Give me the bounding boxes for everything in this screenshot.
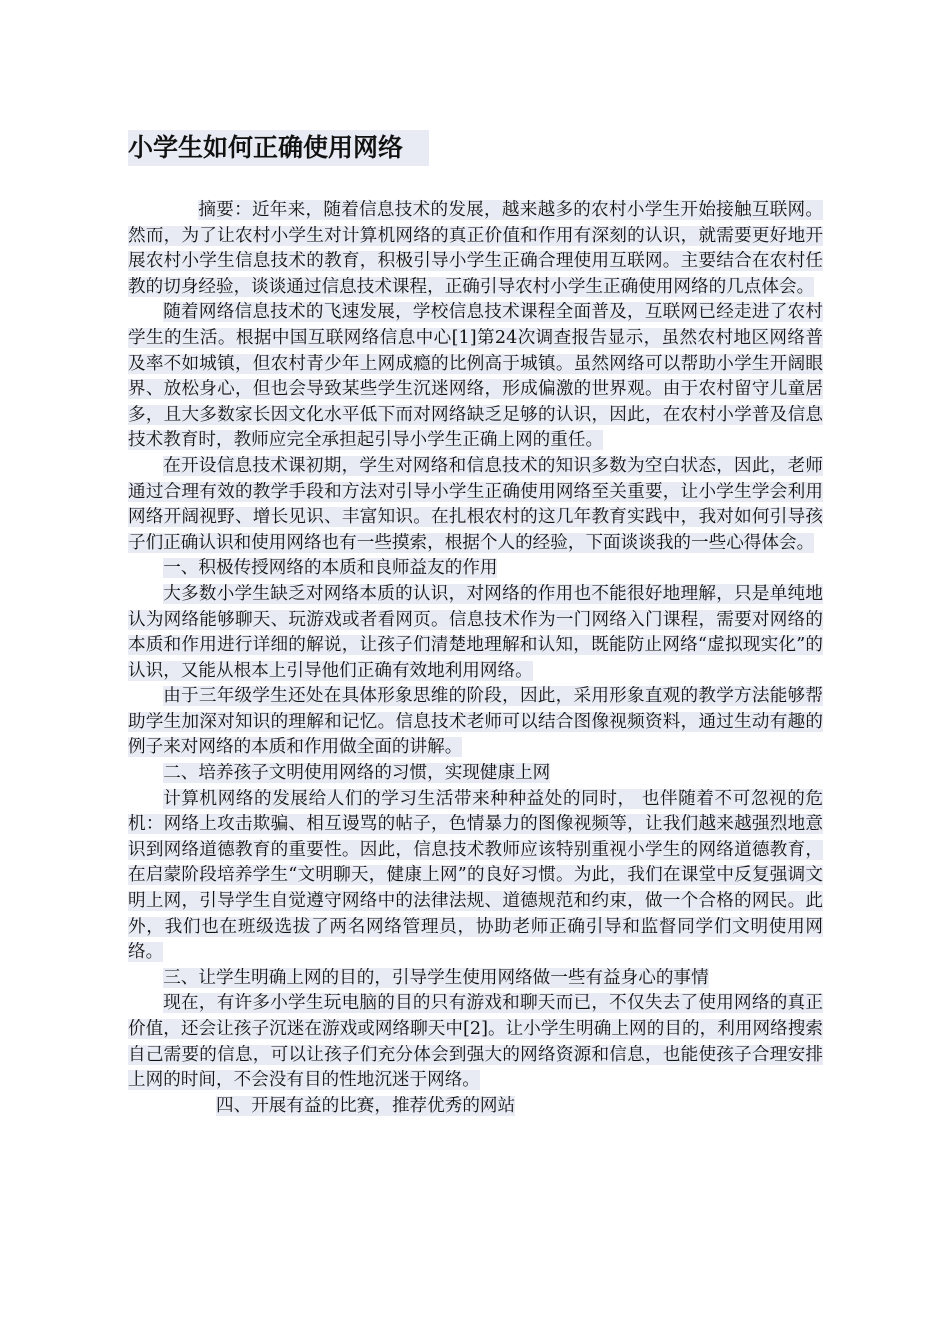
section-heading — [128, 966, 823, 992]
body-paragraph — [128, 684, 823, 761]
document-title: 小学生如何正确使用网络 — [128, 130, 429, 166]
section-heading — [128, 556, 823, 582]
body-paragraph — [128, 454, 823, 556]
paragraph-text: 在开设信息技术课初期，学生对网络和信息技术的知识多数为空白状态，因此，老师通过合理有效的教学手段和方法对引导小学生正确使用网络至关重要，让小学生学会利用网络开阔视野、增长见识、丰富知识。在扎根农村的这几年教育实践中，我对如何引导孩子们正确认识和使用网络也有一些摸索，根据个人的经验，下面谈谈我的一些心得体会。 — [128, 455, 823, 553]
section-heading-text: 三、让学生明确上网的目的，引导学生使用网络做一些有益身心的事情 — [163, 967, 709, 988]
section-heading — [128, 1094, 823, 1120]
paragraph-text: 摘要：近年来，随着信息技术的发展，越来越多的农村小学生开始接触互联网。然而，为了让农村小学生对计算机网络的真正价值和作用有深刻的认识，就需要更好地开展农村小学生信息技术的教育，积极引导小学生正确合理使用互联网。主要结合在农村任教的切身经验，谈谈通过信息技术课程，正确引导农村小学生正确使用网络的几点体会。 — [128, 200, 823, 297]
abstract-paragraph — [128, 198, 823, 300]
section-heading-text: 四、开展有益的比赛，推荐优秀的网站 — [216, 1095, 516, 1116]
document-body — [128, 198, 823, 1119]
body-paragraph — [128, 582, 823, 684]
paragraph-text: 大多数小学生缺乏对网络本质的认识，对网络的作用也不能很好地理解，只是单纯地认为网络能够聊天、玩游戏或者看网页。信息技术作为一门网络入门课程，需要对网络的本质和作用进行详细的解说，让孩子们清楚地理解和认知，既能防止网络“虚拟现实化”的认识，又能从根本上引导他们正确有效地利用网络。 — [128, 583, 823, 681]
paragraph-text: 现在，有许多小学生玩电脑的目的只有游戏和聊天而已，不仅失去了使用网络的真正价值，还会让孩子沉迷在游戏或网络聊天中[2]。让小学生明确上网的目的，利用网络搜索自己需要的信息，可以让孩子们充分体会到强大的网络资源和信息，也能使孩子合理安排上网的时间，不会没有目的性地沉迷于网络。 — [128, 993, 823, 1091]
body-paragraph — [128, 991, 823, 1093]
paragraph-text: 随着网络信息技术的飞速发展，学校信息技术课程全面普及，互联网已经走进了农村学生的生活。根据中国互联网络信息中心[1]第24次调查报告显示，虽然农村地区网络普及率不如城镇，但农村青少年上网成瘾的比例高于城镇。虽然网络可以帮助小学生开阔眼界、放松身心，但也会导致某些学生沉迷网络，形成偏激的世界观。由于农村留守儿童居多，且大多数家长因文化水平低下而对网络缺乏足够的认识，因此，在农村小学普及信息技术教育时，教师应完全承担起引导小学生正确上网的重任。 — [128, 302, 823, 451]
section-heading — [128, 761, 823, 787]
section-heading-text: 一、积极传授网络的本质和良师益友的作用 — [163, 558, 498, 579]
section-heading-text: 二、培养孩子文明使用网络的习惯，实现健康上网 — [163, 763, 551, 784]
body-paragraph — [128, 787, 823, 966]
paragraph-text: 计算机网络的发展给人们的学习生活带来种种益处的同时， 也伴随着不可忽视的危机：网络上攻击欺骗、相互谩骂的帖子，色情暴力的图像视频等，让我们越来越强烈地意识到网络道德教育的重要性。因此，信息技术教师应该特别重视小学生的网络道德教育，在启蒙阶段培养学生“文明聊天，健康上网”的良好习惯。为此，我们在课堂中反复强调文明上网，引导学生自觉遵守网络中的法律法规、道德规范和约束，做一个合格的网民。此外，我们也在班级选拔了两名网络管理员，协助老师正确引导和监督同学们文明使用网络。 — [128, 788, 823, 963]
body-paragraph — [128, 300, 823, 454]
paragraph-text: 由于三年级学生还处在具体形象思维的阶段，因此，采用形象直观的教学方法能够帮助学生加深对知识的理解和记忆。信息技术老师可以结合图像视频资料，通过生动有趣的例子来对网络的本质和作用做全面的讲解。 — [128, 686, 823, 758]
